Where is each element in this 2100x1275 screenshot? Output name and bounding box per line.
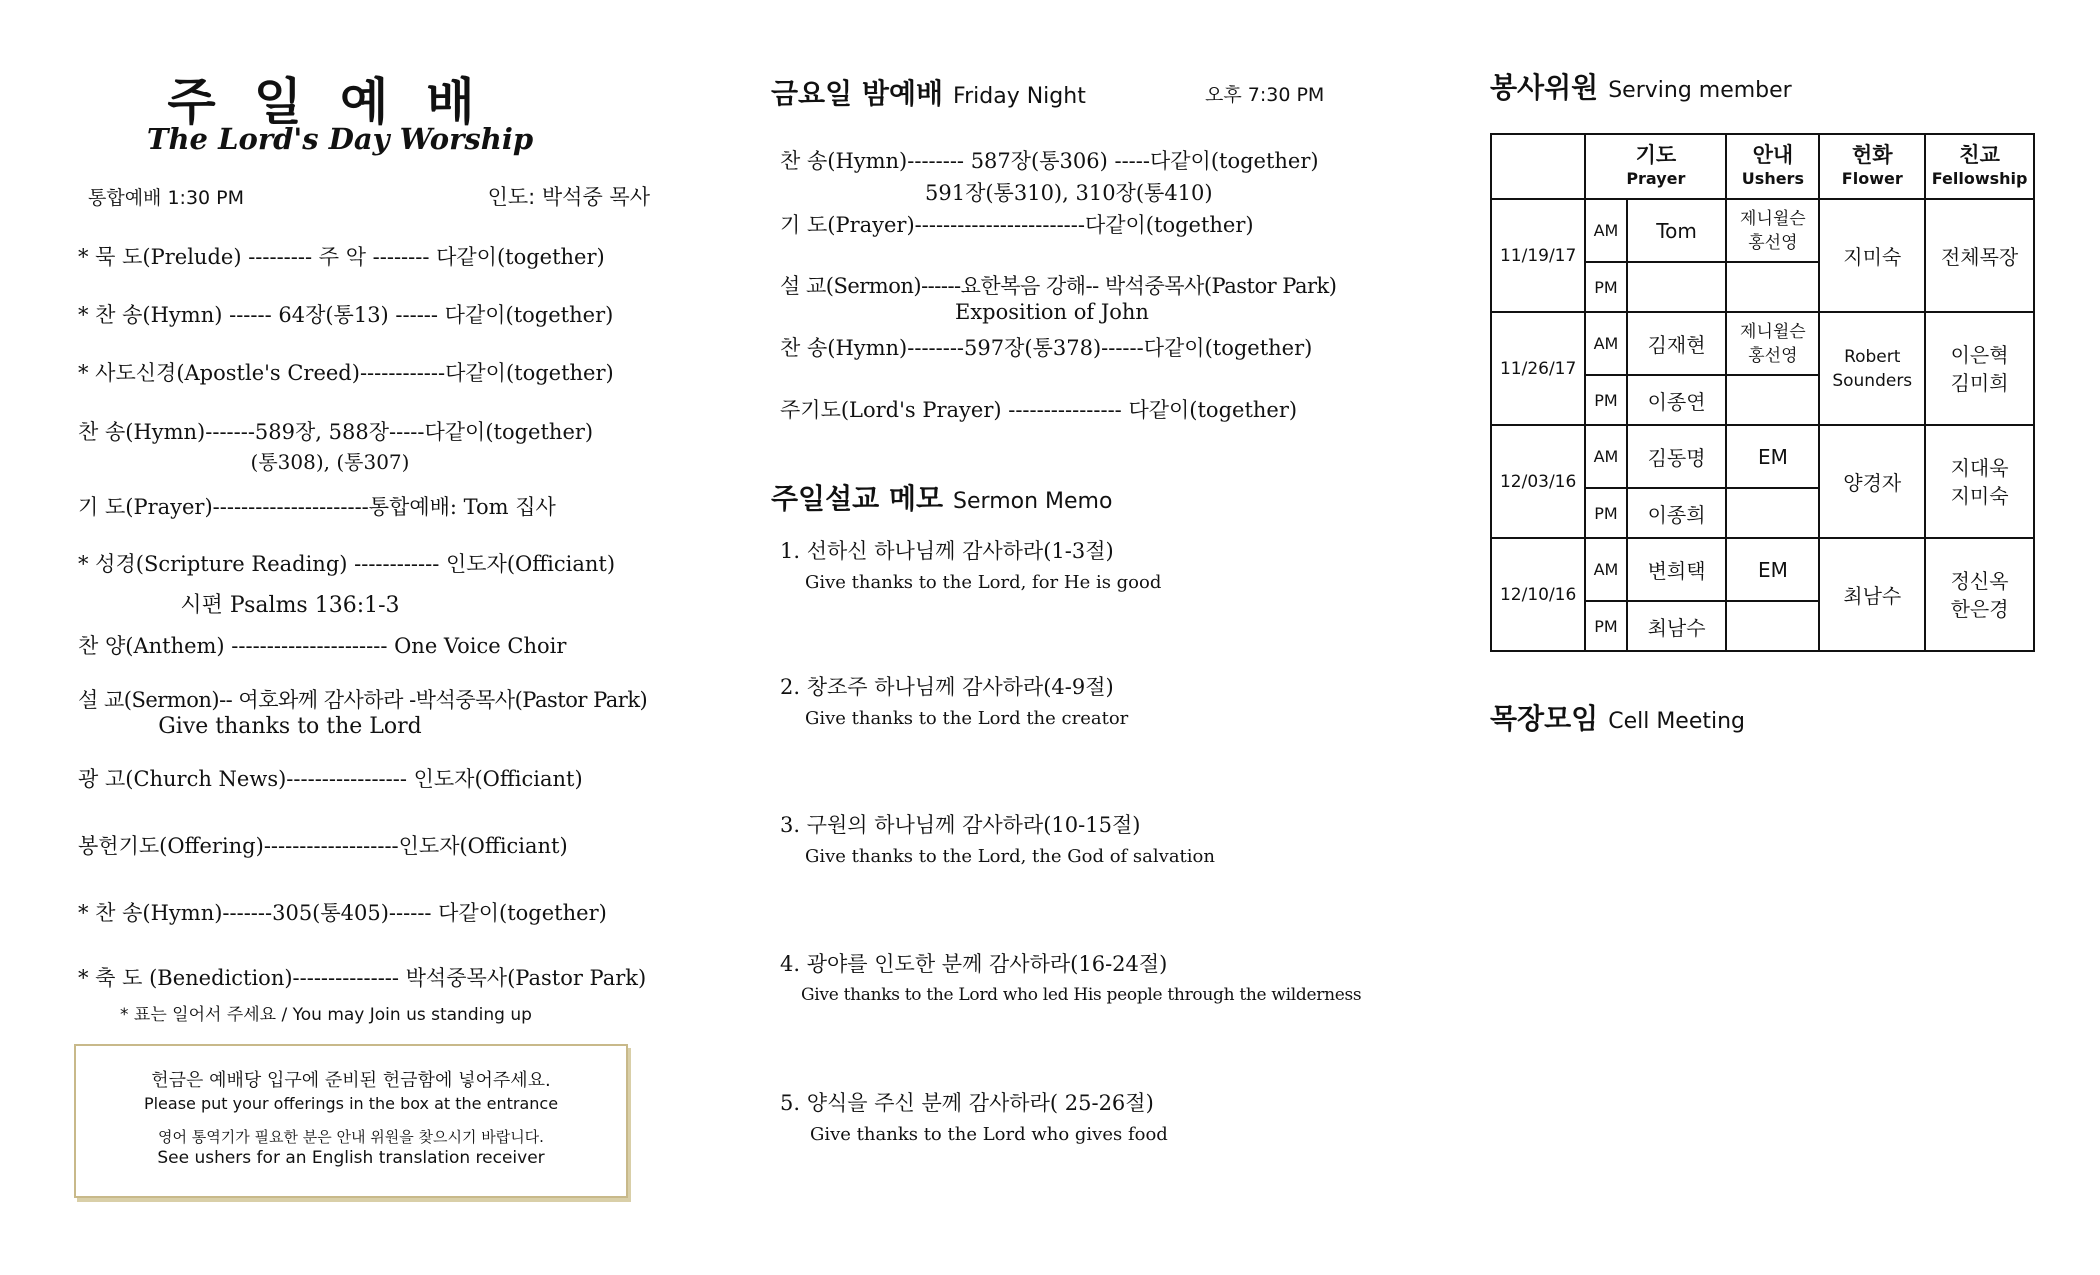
offering-notice-box (74, 1044, 628, 1198)
table-row (1491, 425, 2034, 488)
serving-header-row (1491, 134, 2034, 199)
worship-item-creed: * 사도신경(Apostle's Creed)------------다같이(together) (78, 361, 614, 385)
worship-item-anthem: 찬 양(Anthem) ---------------------- One Voice Choir (78, 634, 567, 658)
friday-title (771, 72, 1086, 112)
fellowship-cell: 지대욱 지미숙 (1925, 425, 2034, 538)
prayer-pm: 이종희 (1627, 488, 1727, 538)
worship-item-offering: 봉헌기도(Offering)-------------------인도자(Officiant) (78, 834, 568, 858)
flower-cell: 양경자 (1819, 425, 1925, 538)
pm-label: PM (1585, 262, 1626, 312)
prayer-pm: 최남수 (1627, 601, 1727, 651)
row-date: 12/10/16 (1491, 538, 1585, 651)
pm-label: PM (1585, 488, 1626, 538)
memo-item-3-ko: 3. 구원의 하나님께 감사하라(10-15절) (780, 813, 1141, 837)
memo-title-en: Sermon Memo (953, 489, 1113, 514)
serving-table (1490, 133, 2035, 652)
pm-label: PM (1585, 375, 1626, 425)
memo-item-2-en: Give thanks to the Lord the creator (805, 708, 1129, 729)
friday-hymn-sub: 591장(통310), 310장(통410) (925, 181, 1213, 205)
worship-item-hymn-3: * 찬 송(Hymn)-------305(통405)------ 다같이(together) (78, 901, 607, 925)
prayer-am: 김동명 (1627, 425, 1727, 488)
header-prayer: 기도 Prayer (1585, 134, 1726, 199)
worship-leader: 인도: 박석중 목사 (487, 185, 650, 209)
memo-item-5-ko: 5. 양식을 주신 분께 감사하라( 25-26절) (780, 1091, 1154, 1115)
translation-notice-en: See ushers for an English translation receiver (157, 1148, 545, 1168)
prayer-pm (1627, 262, 1727, 312)
row-date: 12/03/16 (1491, 425, 1585, 538)
friday-time: 오후 7:30 PM (1205, 84, 1325, 106)
fellowship-cell: 이은혁 김미희 (1925, 312, 2034, 425)
header-ushers: 안내 Ushers (1726, 134, 1819, 199)
offering-notice-ko: 헌금은 예배당 입구에 준비된 헌금함에 넣어주세요. (151, 1070, 551, 1091)
am-label: AM (1585, 425, 1626, 488)
memo-item-4-en: Give thanks to the Lord who led His people through the wilderness (801, 985, 1362, 1005)
memo-title (771, 477, 1112, 517)
worship-hymn-sub: (통308), (통307) (250, 450, 410, 474)
cell-meeting-title (1490, 697, 1745, 737)
worship-scripture-ref: 시편 Psalms 136:1-3 (180, 593, 400, 618)
ushers-pm-cell (1726, 375, 1819, 425)
am-label: AM (1585, 199, 1626, 262)
worship-item-hymn-1: * 찬 송(Hymn) ------ 64장(통13) ------ 다같이(together) (78, 303, 614, 327)
header-blank (1491, 134, 1585, 199)
memo-item-2-ko: 2. 창조주 하나님께 감사하라(4-9절) (780, 675, 1114, 699)
friday-item-prayer: 기 도(Prayer)------------------------다같이(together) (780, 213, 1254, 237)
worship-item-prelude: * 묵 도(Prelude) --------- 주 악 -------- 다같이(together) (78, 245, 605, 269)
worship-title-en: The Lord's Day Worship (146, 122, 534, 156)
worship-item-prayer: 기 도(Prayer)----------------------통합예배: Tom 집사 (78, 495, 556, 519)
worship-item-scripture: * 성경(Scripture Reading) ------------ 인도자(Officiant) (78, 552, 616, 576)
ushers-cell: 제니윌슨 홍선영 (1726, 199, 1819, 262)
flower-cell: Robert Sounders (1819, 312, 1925, 425)
ushers-cell: EM (1726, 538, 1819, 601)
ushers-cell: EM (1726, 425, 1819, 488)
friday-sermon-sub: Exposition of John (955, 300, 1149, 324)
memo-item-3-en: Give thanks to the Lord, the God of salvation (805, 846, 1215, 867)
fellowship-cell: 정신옥 한은경 (1925, 538, 2034, 651)
ushers-pm-cell (1726, 262, 1819, 312)
friday-item-hymn-1: 찬 송(Hymn)-------- 587장(통306) -----다같이(together) (780, 149, 1319, 173)
memo-item-4-ko: 4. 광야를 인도한 분께 감사하라(16-24절) (780, 952, 1168, 976)
row-date: 11/19/17 (1491, 199, 1585, 312)
ushers-pm-cell (1726, 488, 1819, 538)
row-date: 11/26/17 (1491, 312, 1585, 425)
flower-cell: 최남수 (1819, 538, 1925, 651)
worship-item-hymn-2: 찬 송(Hymn)-------589장, 588장-----다같이(together) (78, 420, 594, 444)
worship-item-benediction: * 축 도 (Benediction)--------------- 박석중목사(Pastor Park) (78, 966, 647, 990)
serving-title (1490, 66, 1792, 106)
service-time: 통합예배 1:30 PM (88, 187, 245, 209)
table-row (1491, 199, 2034, 262)
fellowship-cell: 전체목장 (1925, 199, 2034, 312)
friday-title-en: Friday Night (953, 84, 1086, 109)
am-label: AM (1585, 312, 1626, 375)
memo-item-1-en: Give thanks to the Lord, for He is good (805, 572, 1162, 593)
serving-title-en: Serving member (1608, 78, 1792, 103)
table-row (1491, 538, 2034, 601)
cell-title-en: Cell Meeting (1608, 709, 1746, 734)
header-flower: 헌화 Flower (1819, 134, 1925, 199)
worship-item-news: 광 고(Church News)----------------- 인도자(Officiant) (78, 767, 583, 791)
prayer-am: 김재현 (1627, 312, 1727, 375)
am-label: AM (1585, 538, 1626, 601)
pm-label: PM (1585, 601, 1626, 651)
prayer-am: 변희택 (1627, 538, 1727, 601)
header-fellowship: 친교 Fellowship (1925, 134, 2034, 199)
prayer-am: Tom (1627, 199, 1727, 262)
ushers-pm-cell (1726, 601, 1819, 651)
ushers-cell: 제니윌슨 홍선영 (1726, 312, 1819, 375)
serving-title-ko: 봉사위원 (1490, 71, 1599, 104)
worship-item-sermon: 설 교(Sermon)-- 여호와께 감사하라 -박석중목사(Pastor Park) (78, 688, 648, 712)
cell-title-ko: 목장모임 (1490, 702, 1599, 735)
worship-sermon-title-en: Give thanks to the Lord (158, 714, 422, 739)
standing-note: * 표는 일어서 주세요 / You may Join us standing up (120, 1005, 532, 1025)
memo-item-1-ko: 1. 선하신 하나님께 감사하라(1-3절) (780, 539, 1114, 563)
friday-title-ko: 금요일 밤예배 (771, 77, 944, 110)
flower-cell: 지미숙 (1819, 199, 1925, 312)
memo-title-ko: 주일설교 메모 (771, 482, 944, 515)
friday-item-lords-prayer: 주기도(Lord's Prayer) ---------------- 다같이(together) (780, 398, 1298, 422)
translation-notice-ko: 영어 통역기가 필요한 분은 안내 위원을 찾으시기 바랍니다. (158, 1128, 544, 1146)
memo-item-5-en: Give thanks to the Lord who gives food (810, 1124, 1168, 1145)
friday-item-sermon: 설 교(Sermon)------요한복음 강해-- 박석중목사(Pastor Park) (780, 274, 1337, 298)
table-row (1491, 312, 2034, 375)
offering-notice-en: Please put your offerings in the box at the entrance (143, 1094, 559, 1113)
friday-item-hymn-2: 찬 송(Hymn)--------597장(통378)------다같이(together) (780, 336, 1313, 360)
worship-title-ko: 주일예배 (167, 73, 513, 131)
prayer-pm: 이종연 (1627, 375, 1727, 425)
